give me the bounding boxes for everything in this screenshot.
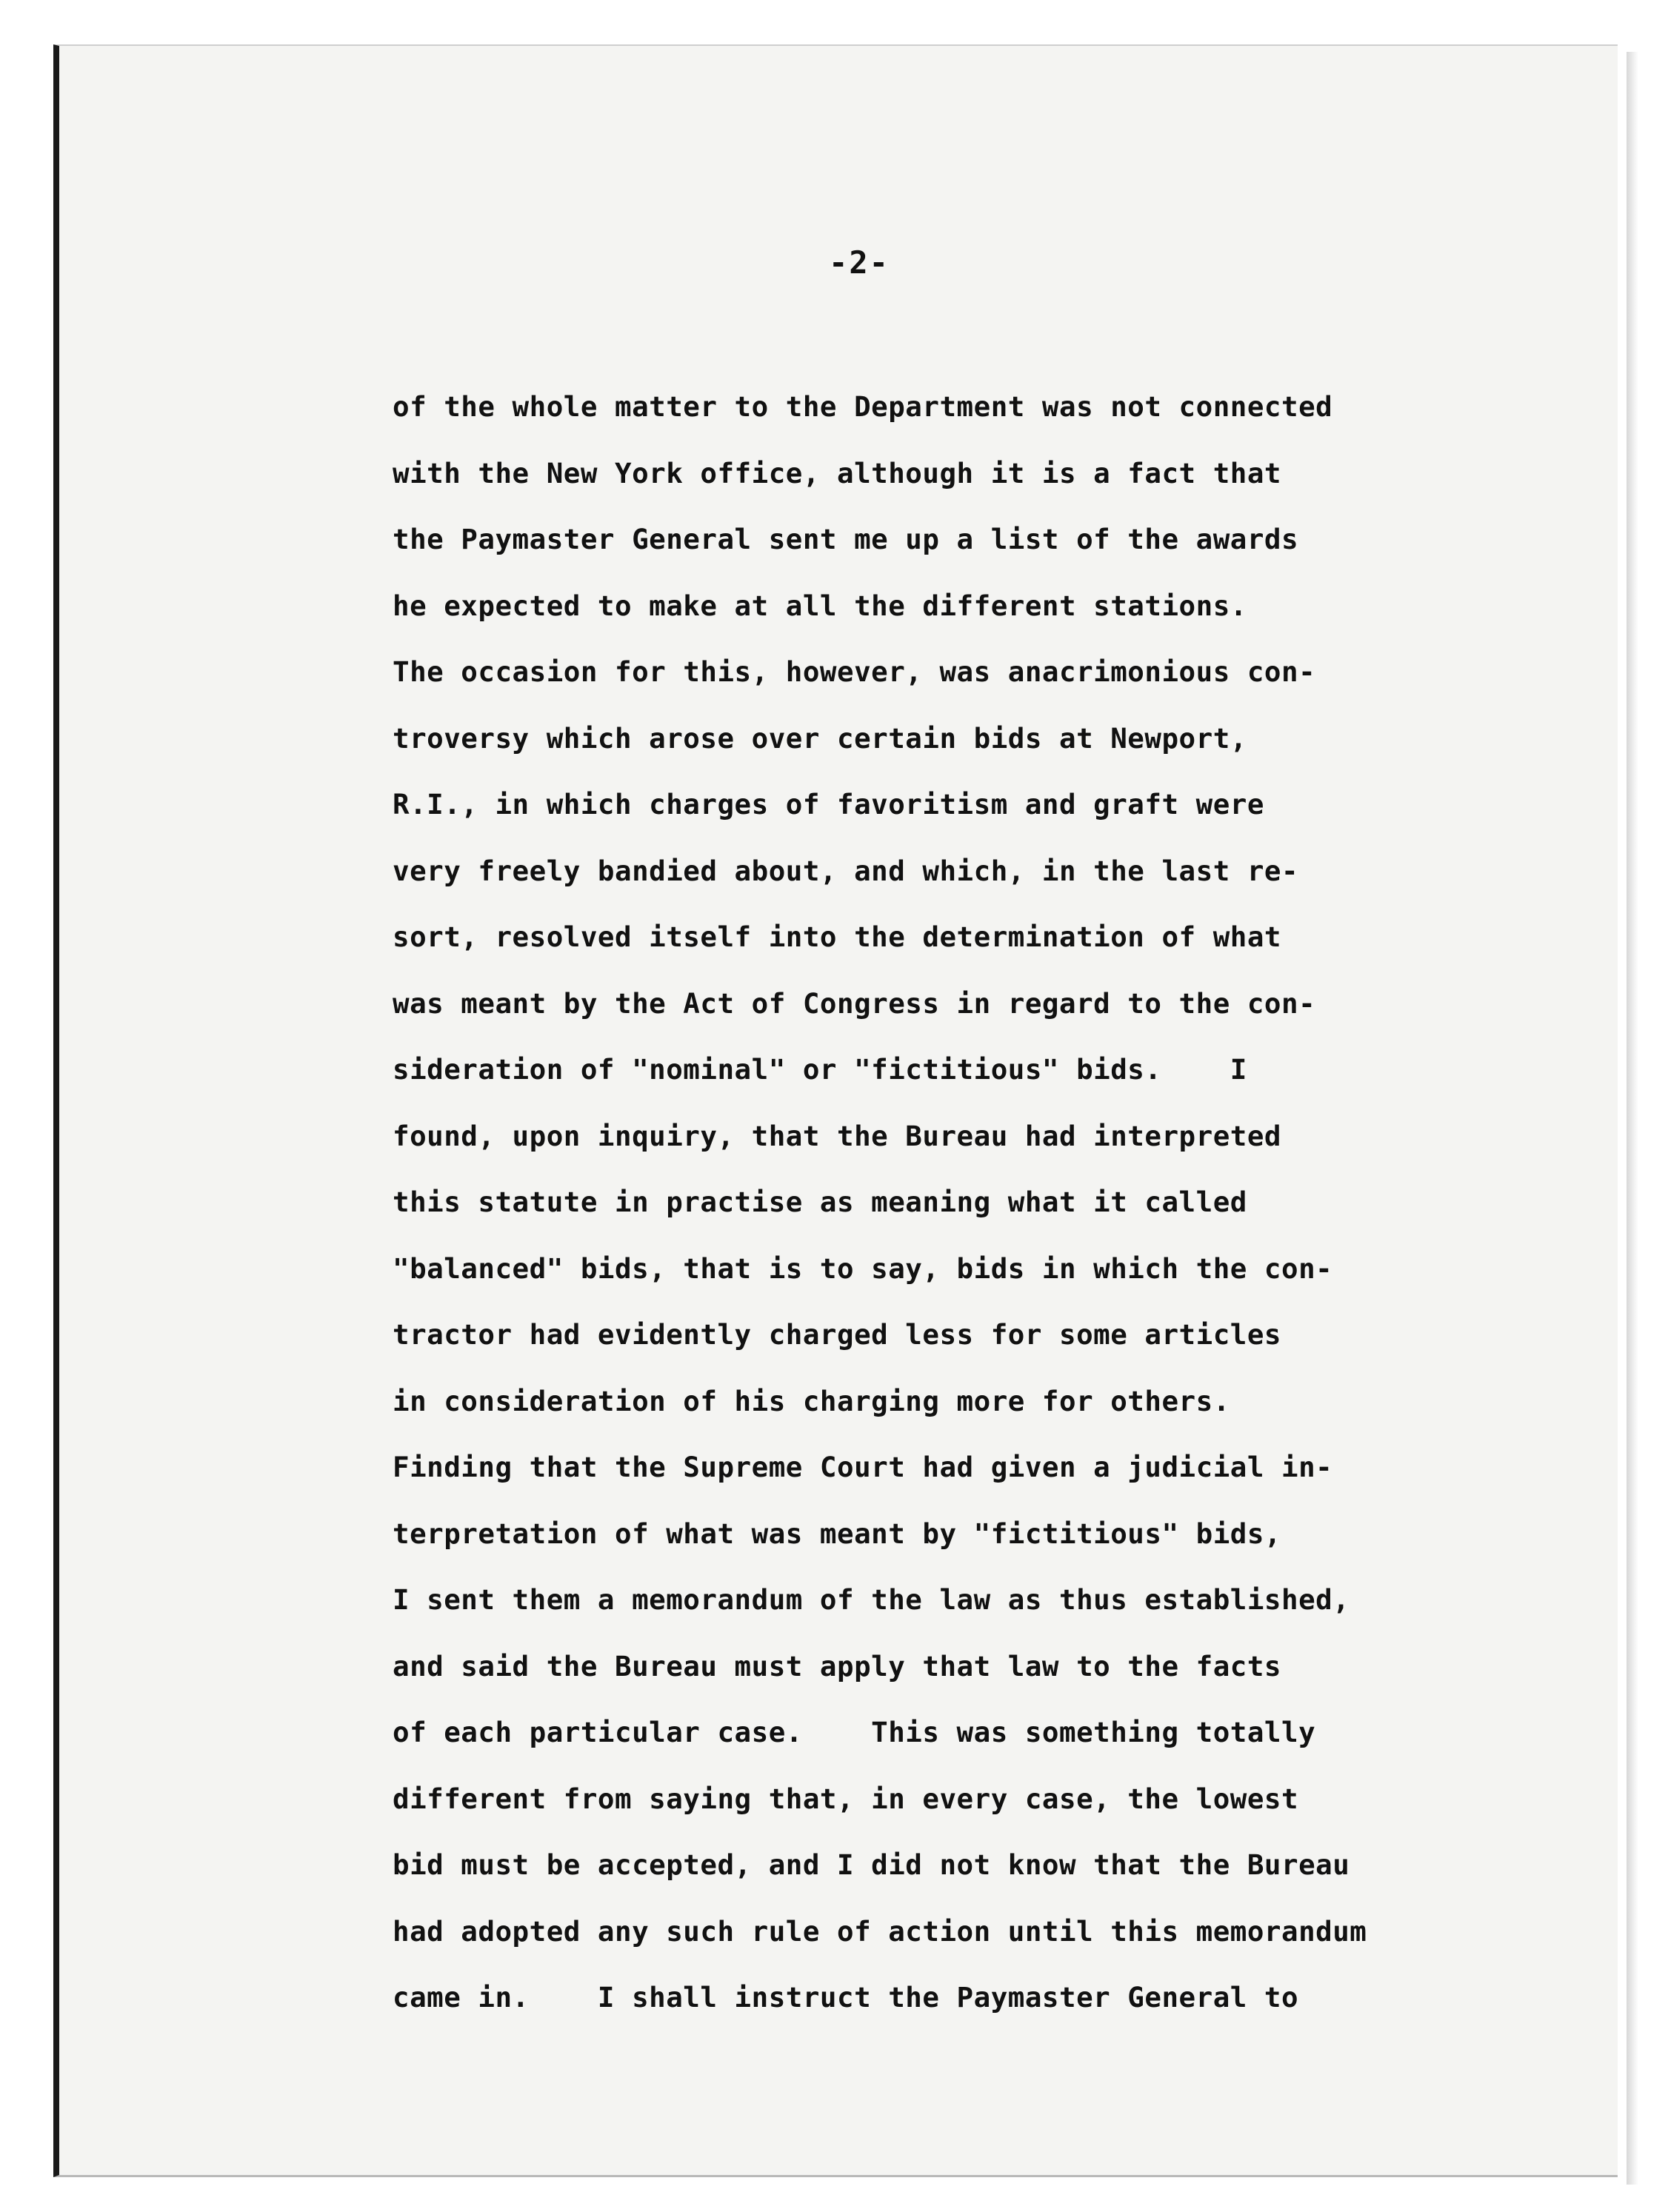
page-edge-shadow	[1627, 52, 1638, 2185]
text-line: the Paymaster General sent me up a list of the awards	[393, 523, 1299, 555]
text-line: of each particular case. This was something totally	[393, 1716, 1316, 1748]
text-line: found, upon inquiry, that the Bureau had interpreted	[393, 1119, 1281, 1152]
text-line: came in. I shall instruct the Paymaster General to	[393, 1981, 1299, 2014]
text-line: had adopted any such rule of action until this memorandum	[393, 1914, 1367, 1948]
text-line: The occasion for this, however, was anacrimonious con-	[393, 655, 1316, 688]
text-line: R.I., in which charges of favoritism and graft were	[393, 788, 1264, 821]
body-text	[393, 374, 1518, 2031]
text-line: with the New York office, although it is a fact that	[393, 456, 1281, 489]
text-line: Finding that the Supreme Court had given a judicial in-	[393, 1451, 1333, 1483]
text-line: "balanced" bids, that is to say, bids in which the con-	[393, 1252, 1333, 1285]
text-line: tractor had evidently charged less for some articles	[393, 1318, 1281, 1351]
text-line: was meant by the Act of Congress in regard to the con-	[393, 986, 1316, 1020]
text-line: bid must be accepted, and I did not know that the Bureau	[393, 1848, 1350, 1881]
text-line: in consideration of his charging more for others.	[393, 1384, 1230, 1417]
text-line: I sent them a memorandum of the law as thus established,	[393, 1583, 1350, 1616]
text-line: sort, resolved itself into the determination of what	[393, 920, 1281, 953]
text-line: and said the Bureau must apply that law to the facts	[393, 1649, 1281, 1683]
text-line: this statute in practise as meaning what it called	[393, 1186, 1247, 1218]
text-line: he expected to make at all the different stations.	[393, 589, 1247, 622]
text-line: terpretation of what was meant by "fictitious" bids,	[393, 1517, 1281, 1550]
page-number: -2-	[829, 244, 890, 281]
text-line: sideration of "nominal" or "fictitious" bids. I	[393, 1053, 1247, 1086]
text-line: very freely bandied about, and which, in the last re-	[393, 854, 1299, 887]
text-line: of the whole matter to the Department was not connected	[393, 390, 1333, 423]
text-line: troversy which arose over certain bids at Newport,	[393, 721, 1247, 755]
text-line: different from saying that, in every case, the lowest	[393, 1782, 1299, 1815]
